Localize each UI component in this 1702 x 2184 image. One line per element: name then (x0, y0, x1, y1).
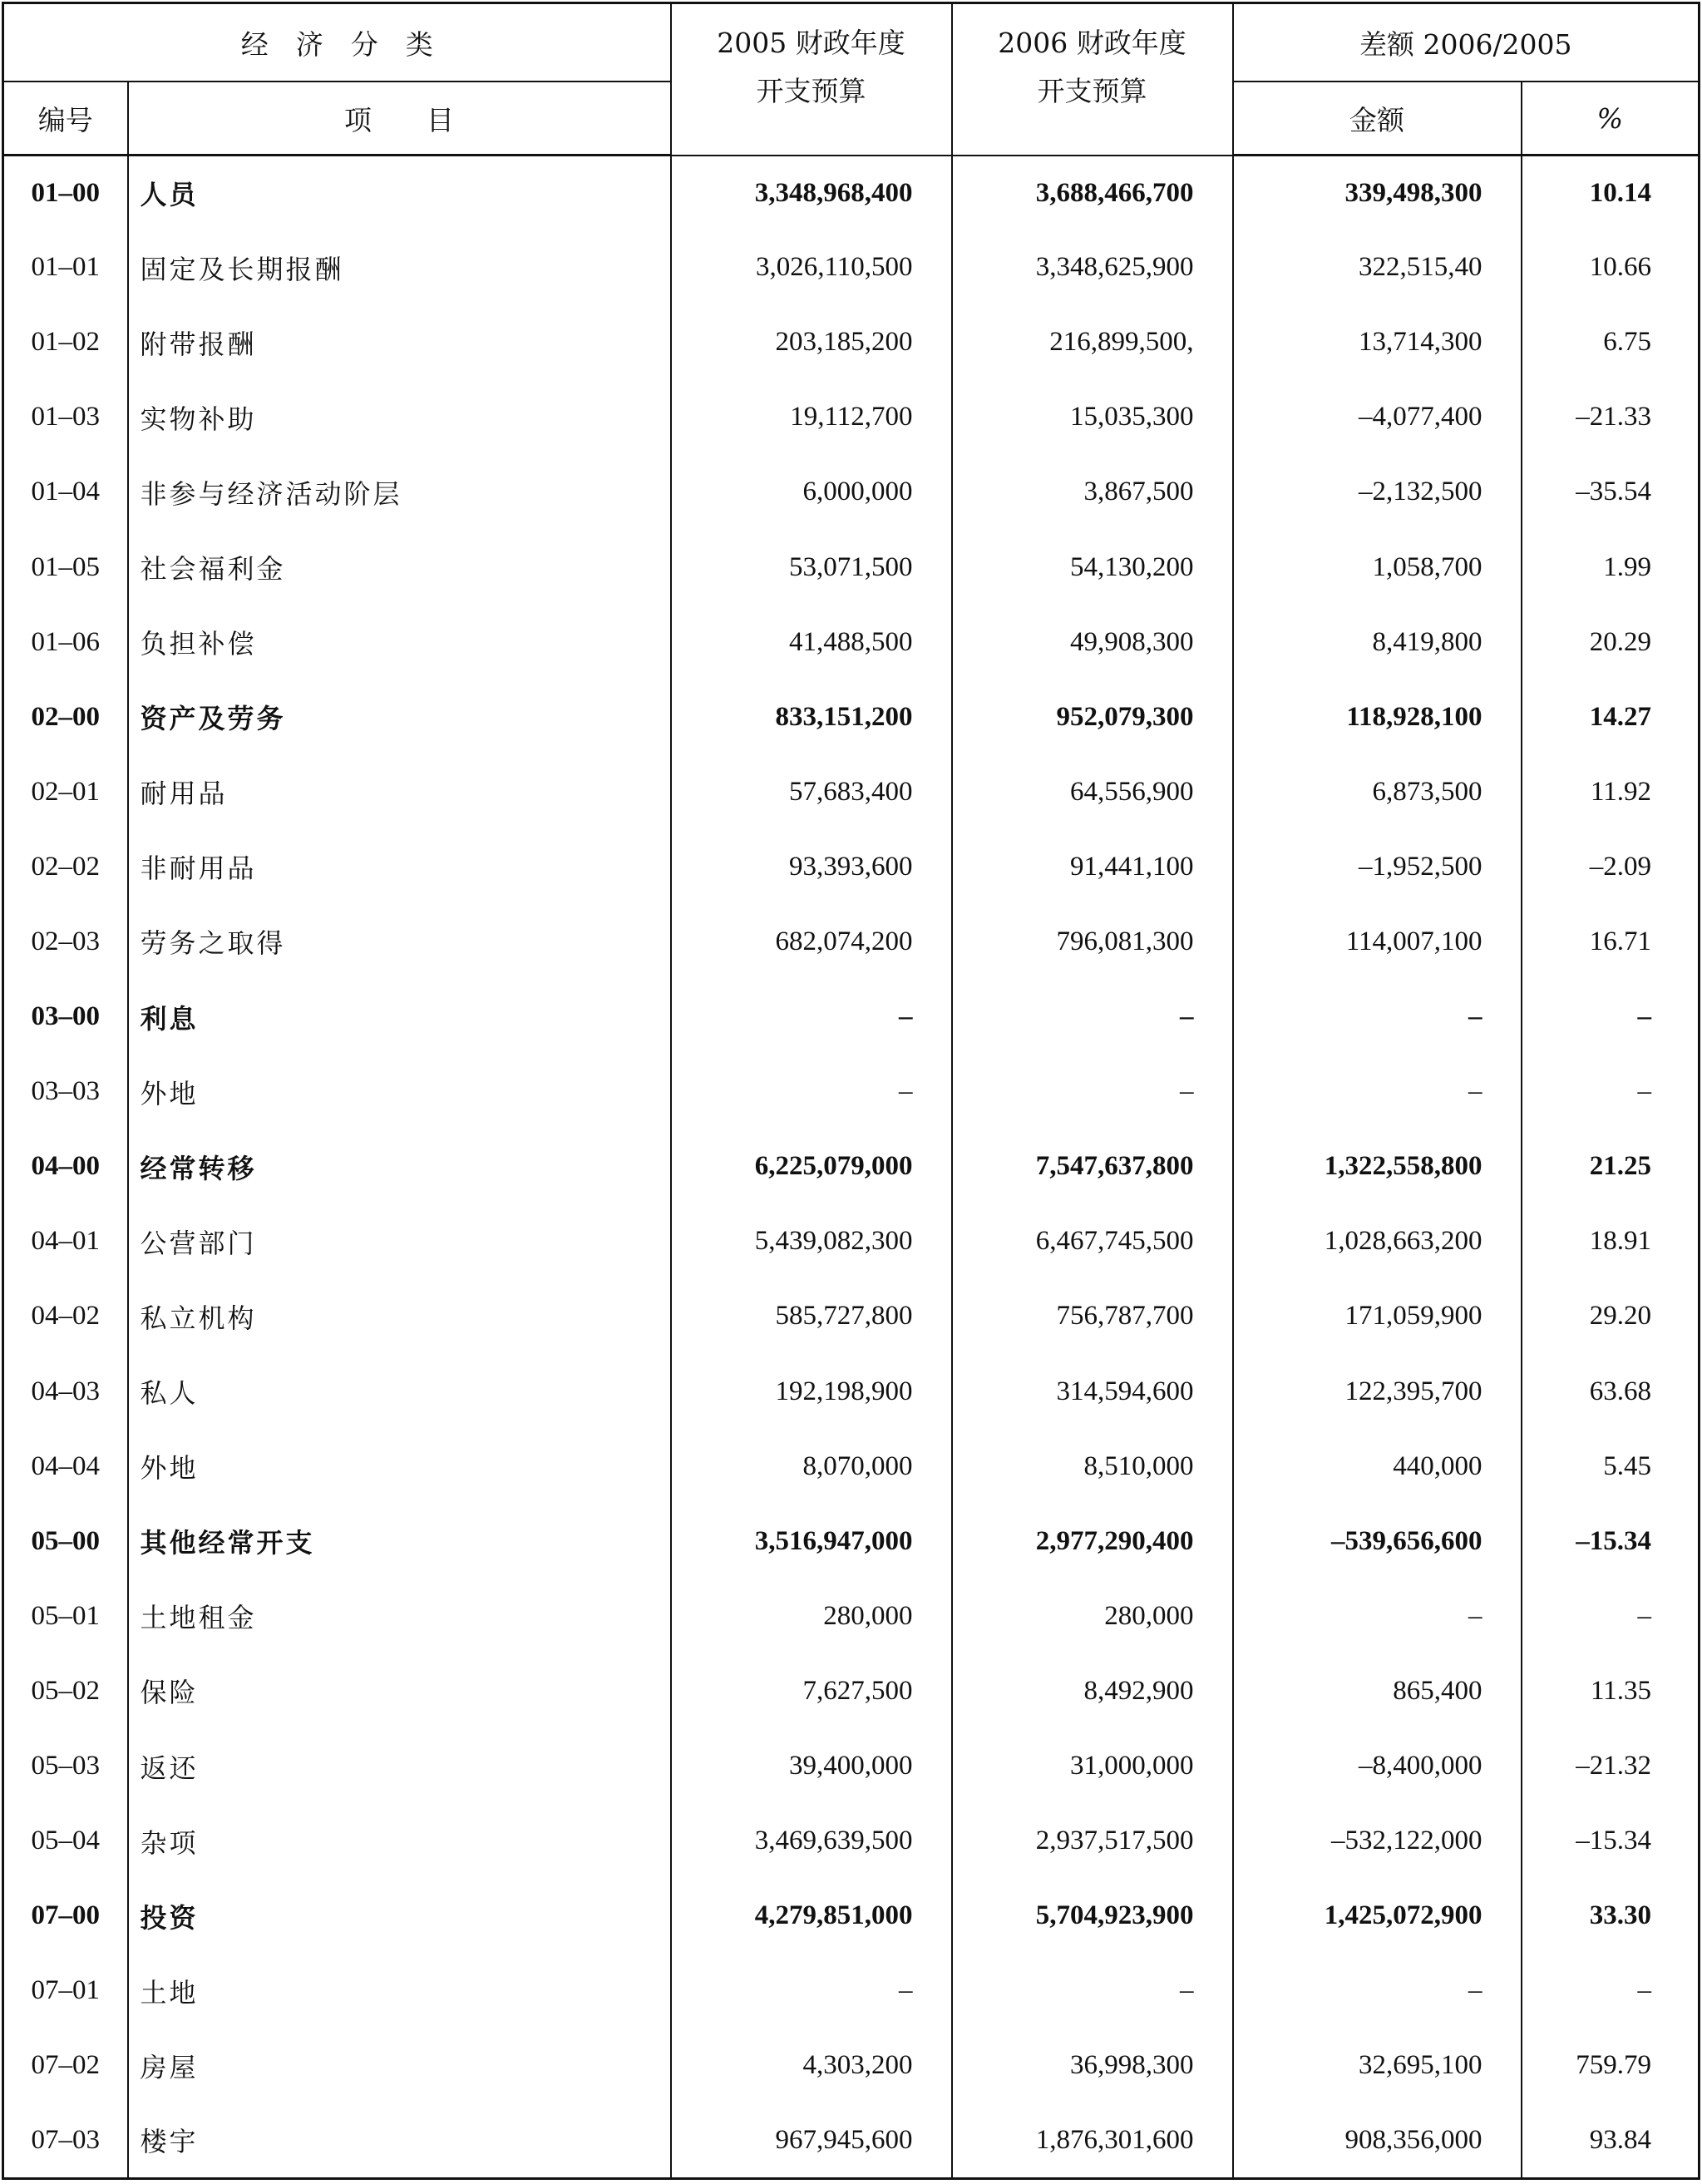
row-code: 04–00 (3, 1129, 128, 1204)
table-row (3, 1954, 1700, 2028)
row-difference-amount: 122,395,700 (1233, 1354, 1522, 1429)
row-budget-2005: 280,000 (671, 1579, 952, 1653)
row-budget-2005: 7,627,500 (671, 1653, 952, 1728)
table-row (3, 2028, 1700, 2103)
row-budget-2005: 192,198,900 (671, 1354, 952, 1429)
row-difference-amount: –2,132,500 (1233, 455, 1522, 530)
row-difference-amount: –532,122,000 (1233, 1804, 1522, 1879)
row-difference-amount: 171,059,900 (1233, 1279, 1522, 1354)
row-item: 房屋 (128, 2028, 671, 2103)
row-budget-2006: 216,899,500, (952, 305, 1233, 380)
row-item: 经常转移 (128, 1129, 671, 1204)
table-row-subtotal (3, 1879, 1700, 1954)
row-difference-percent: 29.20 (1522, 1279, 1700, 1354)
row-code: 07–03 (3, 2103, 128, 2178)
table-row-subtotal (3, 980, 1700, 1055)
row-budget-2006: 1,876,301,600 (952, 2103, 1233, 2178)
budget-2005-heading (671, 3, 952, 156)
row-code: 07–00 (3, 1879, 128, 1954)
row-code: 05–02 (3, 1653, 128, 1728)
row-budget-2006: 31,000,000 (952, 1728, 1233, 1803)
table-row (3, 904, 1700, 979)
code-column-heading: 编号 (3, 82, 128, 156)
table-row-subtotal (3, 1129, 1700, 1204)
row-code: 05–03 (3, 1728, 128, 1803)
table-row (3, 305, 1700, 380)
row-budget-2006: 6,467,745,500 (952, 1204, 1233, 1279)
row-item: 杂项 (128, 1804, 671, 1879)
row-difference-percent: – (1522, 1954, 1700, 2028)
row-budget-2005: 6,000,000 (671, 455, 952, 530)
row-budget-2006: 8,510,000 (952, 1429, 1233, 1504)
row-budget-2006: 5,704,923,900 (952, 1879, 1233, 1954)
budget-2006-heading-line2: 开支预算 (1037, 75, 1147, 107)
row-code: 02–01 (3, 754, 128, 829)
row-code: 02–03 (3, 904, 128, 979)
row-budget-2005: 203,185,200 (671, 305, 952, 380)
row-code: 03–00 (3, 980, 128, 1055)
row-difference-amount: – (1233, 1055, 1522, 1129)
row-difference-amount: –8,400,000 (1233, 1728, 1522, 1803)
row-code: 04–01 (3, 1204, 128, 1279)
budget-2006-heading (952, 3, 1233, 156)
row-code: 05–01 (3, 1579, 128, 1653)
row-budget-2006: 314,594,600 (952, 1354, 1233, 1429)
row-budget-2006: – (952, 1954, 1233, 2028)
row-difference-percent: 11.35 (1522, 1653, 1700, 1728)
row-code: 01–05 (3, 530, 128, 605)
difference-heading: 差额 2006/2005 (1233, 3, 1700, 82)
row-item: 私人 (128, 1354, 671, 1429)
row-item: 投资 (128, 1879, 671, 1954)
row-difference-percent: 20.29 (1522, 605, 1700, 679)
row-budget-2006: 8,492,900 (952, 1653, 1233, 1728)
table-row (3, 1279, 1700, 1354)
row-budget-2005: 6,225,079,000 (671, 1129, 952, 1204)
row-budget-2005: – (671, 1954, 952, 2028)
percent-column-heading: % (1522, 82, 1700, 156)
row-difference-percent: –15.34 (1522, 1804, 1700, 1879)
row-budget-2005: 93,393,600 (671, 829, 952, 904)
row-difference-amount: 118,928,100 (1233, 679, 1522, 754)
row-difference-amount: 1,425,072,900 (1233, 1879, 1522, 1954)
row-item: 耐用品 (128, 754, 671, 829)
row-difference-percent: – (1522, 980, 1700, 1055)
row-item: 外地 (128, 1055, 671, 1129)
row-code: 01–06 (3, 605, 128, 679)
row-budget-2005: – (671, 1055, 952, 1129)
row-difference-amount: – (1233, 1954, 1522, 2028)
row-difference-amount: – (1233, 1579, 1522, 1653)
row-difference-percent: –35.54 (1522, 455, 1700, 530)
table-row (3, 1354, 1700, 1429)
row-budget-2005: 4,303,200 (671, 2028, 952, 2103)
row-budget-2005: 4,279,851,000 (671, 1879, 952, 1954)
row-difference-percent: 21.25 (1522, 1129, 1700, 1204)
row-code: 03–03 (3, 1055, 128, 1129)
row-budget-2006: 3,348,625,900 (952, 230, 1233, 305)
row-difference-percent: – (1522, 1055, 1700, 1129)
row-difference-amount: –1,952,500 (1233, 829, 1522, 904)
row-difference-percent: –21.33 (1522, 380, 1700, 455)
table-row (3, 1653, 1700, 1728)
table-row (3, 1804, 1700, 1879)
table-body (3, 156, 1700, 2179)
row-item: 社会福利金 (128, 530, 671, 605)
row-difference-percent: 93.84 (1522, 2103, 1700, 2178)
row-item: 附带报酬 (128, 305, 671, 380)
row-code: 04–02 (3, 1279, 128, 1354)
row-difference-amount: 440,000 (1233, 1429, 1522, 1504)
row-item: 土地租金 (128, 1579, 671, 1653)
row-budget-2006: 2,977,290,400 (952, 1504, 1233, 1579)
row-difference-amount: 339,498,300 (1233, 156, 1522, 230)
row-difference-amount: 1,322,558,800 (1233, 1129, 1522, 1204)
table-row (3, 829, 1700, 904)
row-budget-2005: – (671, 980, 952, 1055)
row-code: 05–00 (3, 1504, 128, 1579)
row-item: 利息 (128, 980, 671, 1055)
row-difference-amount: 32,695,100 (1233, 2028, 1522, 2103)
row-item: 返还 (128, 1728, 671, 1803)
row-difference-percent: 16.71 (1522, 904, 1700, 979)
table-row (3, 2103, 1700, 2178)
table-row-subtotal (3, 1504, 1700, 1579)
row-item: 固定及长期报酬 (128, 230, 671, 305)
table-row (3, 1728, 1700, 1803)
row-difference-percent: 10.14 (1522, 156, 1700, 230)
row-budget-2006: – (952, 1055, 1233, 1129)
row-code: 04–04 (3, 1429, 128, 1504)
row-budget-2006: 49,908,300 (952, 605, 1233, 679)
row-budget-2006: 3,867,500 (952, 455, 1233, 530)
row-difference-amount: 114,007,100 (1233, 904, 1522, 979)
row-item: 非耐用品 (128, 829, 671, 904)
table-row (3, 1429, 1700, 1504)
row-difference-percent: 6.75 (1522, 305, 1700, 380)
table-header (3, 3, 1700, 156)
row-item: 人员 (128, 156, 671, 230)
row-difference-amount: 6,873,500 (1233, 754, 1522, 829)
budget-2005-heading-line2: 开支预算 (756, 75, 866, 107)
row-budget-2005: 39,400,000 (671, 1728, 952, 1803)
row-difference-percent: 5.45 (1522, 1429, 1700, 1504)
row-budget-2006: 3,688,466,700 (952, 156, 1233, 230)
row-difference-amount: –4,077,400 (1233, 380, 1522, 455)
row-budget-2005: 833,151,200 (671, 679, 952, 754)
row-code: 02–00 (3, 679, 128, 754)
row-budget-2006: 15,035,300 (952, 380, 1233, 455)
row-code: 01–04 (3, 455, 128, 530)
row-budget-2005: 5,439,082,300 (671, 1204, 952, 1279)
row-item: 实物补助 (128, 380, 671, 455)
row-difference-amount: – (1233, 980, 1522, 1055)
row-item: 公营部门 (128, 1204, 671, 1279)
row-code: 01–03 (3, 380, 128, 455)
row-code: 01–00 (3, 156, 128, 230)
row-difference-amount: 865,400 (1233, 1653, 1522, 1728)
row-difference-percent: 63.68 (1522, 1354, 1700, 1429)
row-budget-2005: 8,070,000 (671, 1429, 952, 1504)
row-budget-2006: 36,998,300 (952, 2028, 1233, 2103)
row-item: 劳务之取得 (128, 904, 671, 979)
row-difference-percent: –15.34 (1522, 1504, 1700, 1579)
table-row (3, 605, 1700, 679)
row-item: 私立机构 (128, 1279, 671, 1354)
row-difference-percent: 759.79 (1522, 2028, 1700, 2103)
item-column-heading: 项 目 (128, 82, 671, 156)
row-budget-2005: 53,071,500 (671, 530, 952, 605)
table-row (3, 530, 1700, 605)
table-row-subtotal (3, 156, 1700, 230)
row-difference-amount: 1,028,663,200 (1233, 1204, 1522, 1279)
row-budget-2005: 682,074,200 (671, 904, 952, 979)
table-row (3, 1579, 1700, 1653)
row-difference-percent: 14.27 (1522, 679, 1700, 754)
row-budget-2005: 585,727,800 (671, 1279, 952, 1354)
row-item: 负担补偿 (128, 605, 671, 679)
row-code: 04–03 (3, 1354, 128, 1429)
row-item: 资产及劳务 (128, 679, 671, 754)
row-budget-2006: 952,079,300 (952, 679, 1233, 754)
row-budget-2006: 54,130,200 (952, 530, 1233, 605)
row-difference-percent: 10.66 (1522, 230, 1700, 305)
table-row (3, 1055, 1700, 1129)
row-difference-amount: 322,515,40 (1233, 230, 1522, 305)
row-difference-percent: –2.09 (1522, 829, 1700, 904)
row-budget-2005: 3,026,110,500 (671, 230, 952, 305)
table-row (3, 1204, 1700, 1279)
row-code: 02–02 (3, 829, 128, 904)
row-budget-2005: 3,516,947,000 (671, 1504, 952, 1579)
row-budget-2005: 967,945,600 (671, 2103, 952, 2178)
budget-table (2, 2, 1700, 2180)
row-difference-amount: 1,058,700 (1233, 530, 1522, 605)
row-difference-amount: 13,714,300 (1233, 305, 1522, 380)
row-item: 其他经常开支 (128, 1504, 671, 1579)
row-difference-percent: 1.99 (1522, 530, 1700, 605)
row-budget-2006: 7,547,637,800 (952, 1129, 1233, 1204)
row-budget-2006: 796,081,300 (952, 904, 1233, 979)
row-difference-amount: 8,419,800 (1233, 605, 1522, 679)
row-budget-2006: 91,441,100 (952, 829, 1233, 904)
row-item: 外地 (128, 1429, 671, 1504)
row-item: 土地 (128, 1954, 671, 2028)
budget-2005-heading-line1: 2005 财政年度 (717, 27, 905, 59)
row-code: 01–01 (3, 230, 128, 305)
economic-classification-heading: 经 济 分 类 (3, 3, 671, 82)
row-budget-2005: 3,469,639,500 (671, 1804, 952, 1879)
row-item: 保险 (128, 1653, 671, 1728)
table-row (3, 754, 1700, 829)
row-code: 07–01 (3, 1954, 128, 2028)
row-difference-percent: –21.32 (1522, 1728, 1700, 1803)
row-budget-2006: 2,937,517,500 (952, 1804, 1233, 1879)
row-item: 非参与经济活动阶层 (128, 455, 671, 530)
amount-column-heading: 金额 (1233, 82, 1522, 156)
table-row (3, 455, 1700, 530)
table-row (3, 380, 1700, 455)
row-budget-2006: 64,556,900 (952, 754, 1233, 829)
row-budget-2005: 3,348,968,400 (671, 156, 952, 230)
table-row (3, 230, 1700, 305)
row-difference-amount: 908,356,000 (1233, 2103, 1522, 2178)
row-budget-2005: 19,112,700 (671, 380, 952, 455)
row-budget-2005: 57,683,400 (671, 754, 952, 829)
row-budget-2006: 280,000 (952, 1579, 1233, 1653)
row-code: 01–02 (3, 305, 128, 380)
row-item: 楼宇 (128, 2103, 671, 2178)
row-difference-percent: 18.91 (1522, 1204, 1700, 1279)
budget-2006-heading-line1: 2006 财政年度 (998, 27, 1186, 59)
row-difference-percent: 33.30 (1522, 1879, 1700, 1954)
row-difference-percent: 11.92 (1522, 754, 1700, 829)
row-difference-amount: –539,656,600 (1233, 1504, 1522, 1579)
row-budget-2006: 756,787,700 (952, 1279, 1233, 1354)
row-budget-2006: – (952, 980, 1233, 1055)
table-row-subtotal (3, 679, 1700, 754)
row-code: 07–02 (3, 2028, 128, 2103)
row-difference-percent: – (1522, 1579, 1700, 1653)
row-budget-2005: 41,488,500 (671, 605, 952, 679)
row-code: 05–04 (3, 1804, 128, 1879)
